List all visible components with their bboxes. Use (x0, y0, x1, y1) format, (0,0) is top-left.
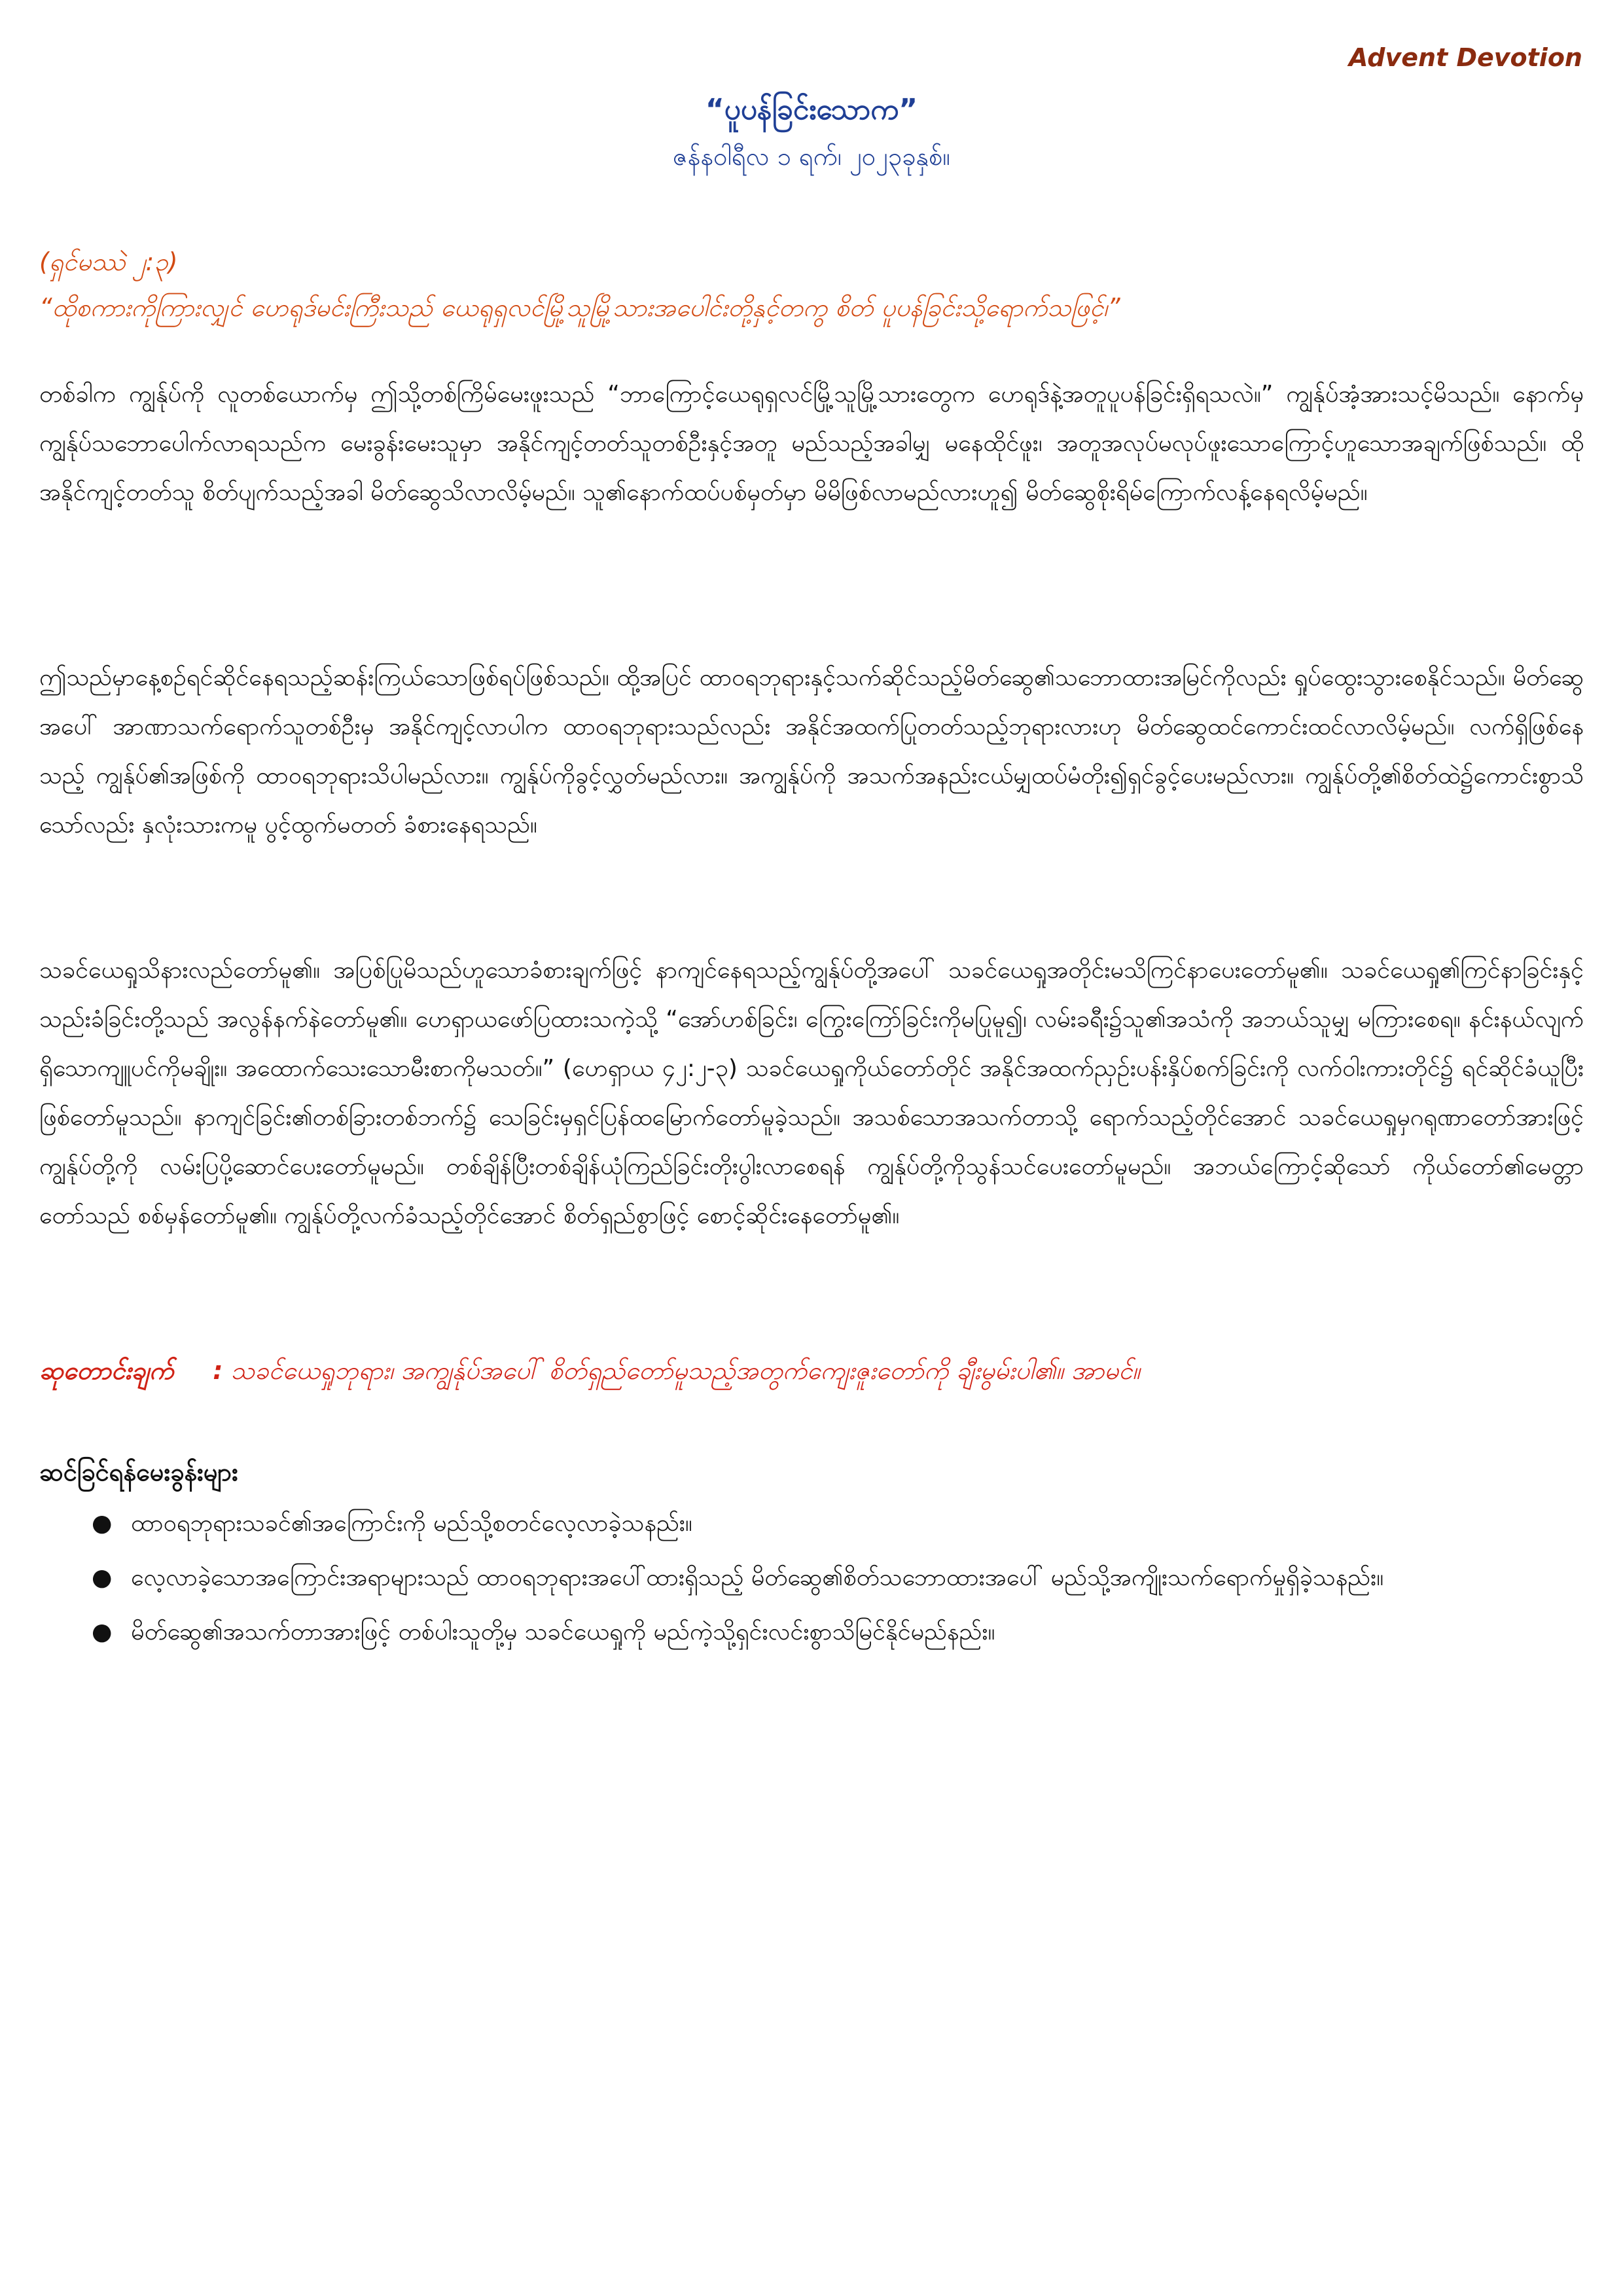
question-item (92, 1499, 1584, 1548)
questions-heading: ဆင်ခြင်ရန်မေးခွန်းများ (39, 1458, 238, 1486)
prayer-label: ဆုတောင်းချက် (39, 1356, 174, 1385)
questions-list (92, 1499, 1584, 1662)
prayer-text: သခင်ယေရှုဘုရား၊ အကျွန်ုပ်အပေါ် စိတ်ရှည်တော်မူသည့်အတွက်ကျေးဇူးတော်ကို ချီးမွမ်းပါ၏။ အာမင်။ (230, 1356, 1140, 1385)
devotion-date: ဇန်နဝါရီလ ၁ ရက်၊ ၂၀၂၃ခုနှစ်။ (673, 142, 950, 171)
series-tag: Advent Devotion (1349, 43, 1582, 72)
scripture-block (39, 239, 1584, 331)
bullet-icon: ● (92, 1619, 113, 1645)
body-paragraph-1: တစ်ခါက ကျွန်ုပ်ကို လူတစ်ယောက်မှ ဤသို့တစ်ကြိမ်မေးဖူးသည် “ဘာကြောင့်ယေရုရှလင်မြို့သူမြို့သားတွေက ဟေရုဒ်နဲ့အတူပူပန်ခြင်းရှိရသလဲ။” ကျွန်ုပ်အံ့အားသင့်မိသည်။ နောက်မှကျွန်ုပ်သဘောပေါက်လာရသည်က မေးခွန်းမေးသူမှာ အနိုင်ကျင့်တတ်သူတစ်ဦးနှင့်အတူ မည်သည့်အခါမျှ မနေထိုင်ဖူး၊ အတူအလုပ်မလုပ်ဖူးသောကြောင့်ဟူသောအချက်ဖြစ်သည်။ ထိုအနိုင်ကျင့်တတ်သူ စိတ်ပျက်သည့်အခါ မိတ်ဆွေသိလာလိမ့်မည်။ သူ၏နောက်ထပ်ပစ်မှတ်မှာ မိမိဖြစ်လာမည်လားဟူ၍ မိတ်ဆွေစိုးရိမ်ကြောက်လန့်နေရလိမ့်မည်။ (39, 381, 1584, 506)
prayer-separator: : (213, 1356, 223, 1385)
question-item (92, 1607, 1584, 1657)
devotion-title: “ပူပန်ခြင်းသောက” (705, 93, 918, 126)
question-text: မိတ်ဆွေ၏အသက်တာအားဖြင့် တစ်ပါးသူတို့မှ သခင်ယေရှုကို မည်ကဲ့သို့ရှင်းလင်းစွာသိမြင်နိုင်မည်နည်း။ (131, 1619, 995, 1645)
question-text: လေ့လာခဲ့သောအကြောင်းအရာများသည် ထာဝရဘုရားအပေါ်ထားရှိသည့် မိတ်ဆွေ၏စိတ်သဘောထားအပေါ် မည်သို့အကျိုးသက်ရောက်မှုရှိခဲ့သနည်း။ (131, 1564, 1384, 1591)
prayer-block (39, 1355, 1584, 1391)
body-paragraph-3: သခင်ယေရှုသိနားလည်တော်မူ၏။ အပြစ်ပြုမိသည်ဟူသောခံစားချက်ဖြင့် နာကျင်နေရသည့်ကျွန်ုပ်တို့အပေါ် သခင်ယေရှုအတိုင်းမသိကြင်နာပေးတော်မူ၏။ သခင်ယေရှု၏ကြင်နာခြင်းနှင့်သည်းခံခြင်းတို့သည် အလွန်နက်နဲတော်မူ၏။ ဟေရှာယဖော်ပြထားသကဲ့သို့ “အော်ဟစ်ခြင်း၊ ကြွေးကြော်ခြင်းကိုမပြုမူ၍၊ လမ်းခရီး၌သူ၏အသံကို အဘယ်သူမျှ မကြားစေရ။ နင်းနယ်လျက်ရှိသောကျူပင်ကိုမချိုး။ အထောက်သေးသောမီးစာကိုမသတ်။” (ဟေရှာယ ၄၂:၂-၃) သခင်ယေရှုကိုယ်တော်တိုင် အနိုင်အထက်ညှဉ်းပန်းနှိပ်စက်ခြင်းကို လက်ဝါးကားတိုင်၌ ရင်ဆိုင်ခံယူပြီးဖြစ်တော်မူသည်။ နာကျင်ခြင်း၏တစ်ခြားတစ်ဘက်၌ သေခြင်းမှရှင်ပြန်ထမြောက်တော်မူခဲ့သည်။ အသစ်သောအသက်တာသို့ ရောက်သည့်တိုင်အောင် သခင်ယေရှုမှဂရုဏာတော်အားဖြင့် ကျွန်ုပ်တို့ကို လမ်းပြပို့ဆောင်ပေးတော်မူမည်။ တစ်ချိန်ပြီးတစ်ချိန်ယုံကြည်ခြင်းတိုးပွါးလာစေရန် ကျွန်ုပ်တို့ကိုသွန်သင်ပေးတော်မူမည်။ အဘယ်ကြောင့်ဆိုသော် ကိုယ်တော်၏မေတ္တာတော်သည် စစ်မှန်တော်မူ၏။ ကျွန်ုပ်တို့လက်ခံသည့်တိုင်အောင် စိတ်ရှည်စွာဖြင့် စောင့်ဆိုင်းနေတော်မူ၏။ (39, 957, 1584, 1229)
scripture-text: “ထိုစကားကိုကြားလျှင် ဟေရုဒ်မင်းကြီးသည် ယေရုရှလင်မြို့သူမြို့သားအပေါင်းတို့နှင့်တကွ စိတ် ပူပန်ခြင်းသို့ရောက်သဖြင့်၊” (39, 293, 1120, 322)
body-paragraph-2: ဤသည်မှာနေ့စဉ်ရင်ဆိုင်နေရသည့်ဆန်းကြယ်သောဖြစ်ရပ်ဖြစ်သည်။ ထို့အပြင် ထာဝရဘုရားနှင့်သက်ဆိုင်သည့်မိတ်ဆွေ၏သဘောထားအမြင်ကိုလည်း ရှုပ်ထွေးသွားစေနိုင်သည်။ မိတ်ဆွေအပေါ် အာဏာသက်ရောက်သူတစ်ဦးမှ အနိုင်ကျင့်လာပါက ထာဝရဘုရားသည်လည်း အနိုင်အထက်ပြုတတ်သည့်ဘုရားလားဟု မိတ်ဆွေထင်ကောင်းထင်လာလိမ့်မည်။ လက်ရှိဖြစ်နေသည့် ကျွန်ုပ်၏အဖြစ်ကို ထာဝရဘုရားသိပါမည်လား။ ကျွန်ုပ်ကိုခွင့်လွှတ်မည်လား။ အကျွန်ုပ်ကို အသက်အနည်းငယ်မျှထပ်မံတိုး၍ရှင်ခွင့်ပေးမည်လား။ ကျွန်ုပ်တို့၏စိတ်ထဲ၌ကောင်းစွာသိသော်လည်း နှလုံးသားကမူ ပွင့်ထွက်မတတ် ခံစားနေရသည်။ (39, 664, 1584, 838)
bullet-icon: ● (92, 1564, 113, 1591)
scripture-reference: (ရှင်မဿဲ ၂:၃) (39, 247, 178, 276)
question-item (92, 1553, 1584, 1602)
question-text: ထာဝရဘုရားသခင်၏အကြောင်းကို မည်သို့စတင်လေ့လာခဲ့သနည်း။ (131, 1510, 692, 1537)
bullet-icon: ● (92, 1510, 113, 1537)
